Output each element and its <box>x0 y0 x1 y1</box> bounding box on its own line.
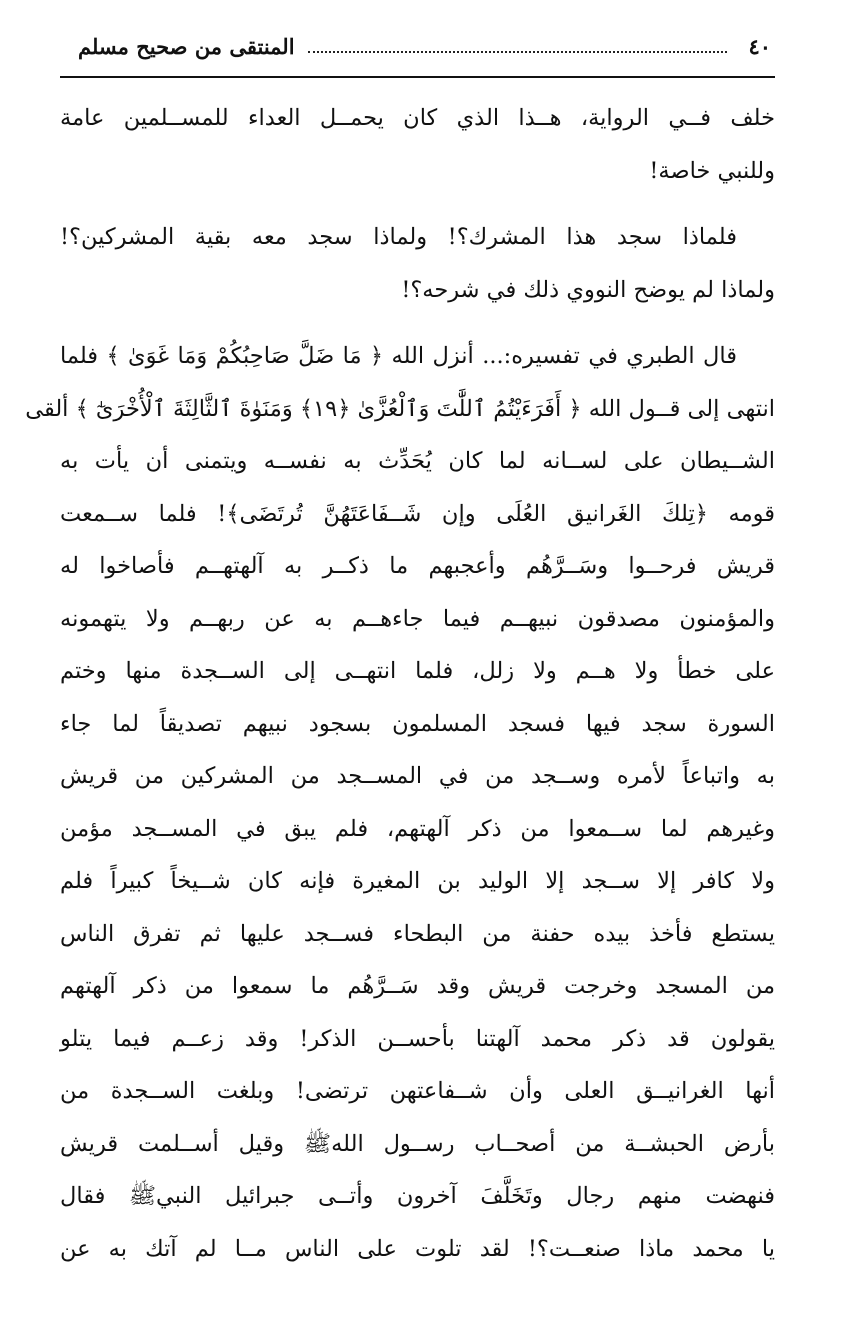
text-line: قريش فرحــوا وسَــرَّهُم وأعجبهم ما ذكــر به آلهتهــم فأصاخوا له <box>60 553 775 579</box>
paragraph <box>60 92 775 197</box>
text-line: يقولون قد ذكر محمد آلهتنا بأحســن الذكر! وقد زعــم فيما يتلو <box>60 1025 775 1052</box>
text-line: ولماذا لم يوضح النووي ذلك في شرحه؟! <box>401 276 775 303</box>
text-line: قومه ﴿تِلكَ الغَرانيق العُلَى وإن شَــفَاعَتَهُنَّ تُرتَضَى﴾! فلما ســمعت <box>60 500 775 527</box>
page-number: ٤٠ <box>748 34 771 59</box>
text-line: فنهضت منهم رجال وتَخَلَّفَ آخرون وأتــى جبرائيل النبيﷺ فقال <box>60 1183 775 1209</box>
header-rule <box>60 76 775 78</box>
book-title: المنتقى من صحيح مسلم <box>78 34 295 59</box>
text-line: على خطأ ولا هــم ولا زلل، فلما انتهــى إلى الســجدة منها وختم <box>60 658 775 684</box>
text-line: الشــيطان على لســانه لما كان يُحَدِّث به نفســه ويتمنى أن يأت به <box>60 448 775 474</box>
text-line: انتهى إلى قــول الله ﴿ أَفَرَءَيْتُمُ ٱللَّٰتَ وَٱلْعُزَّىٰ ﴿١٩﴾ وَمَنَوٰةَ ٱلثَّالِثَةَ ٱلْأُخْرَىٰٓ ﴾ ألقى <box>25 395 775 422</box>
text-line: يا محمد ماذا صنعــت؟! لقد تلوت على الناس مــا لم آتك به عن <box>60 1235 775 1262</box>
header-leader-dots <box>308 51 727 53</box>
text-line: يستطع فأخذ بيده حفنة من البطحاء فســجد عليها ثم تفرق الناس <box>60 920 775 947</box>
text-line: السورة سجد فيها فسجد المسلمون بسجود نبيهم تصديقاً لما جاء <box>60 710 775 737</box>
body-text <box>25 92 775 1289</box>
text-line: والمؤمنون مصدقون نبيهــم فيما جاءهــم به عن ربهــم ولا يتهمونه <box>60 605 775 632</box>
text-line: بأرض الحبشــة من أصحــاب رســول اللهﷺ وقيل أســلمت قريش <box>60 1130 775 1157</box>
text-line: به واتباعاً لأمره وســجد من في المســجد من المشركين من قريش <box>60 763 775 789</box>
paragraph <box>25 330 775 1275</box>
text-line: وغيرهم لما ســمعوا من ذكر آلهتهم، فلم يبق في المســجد مؤمن <box>60 815 775 842</box>
text-line: قال الطبري في تفسيره:... أنزل الله ﴿ مَا ضَلَّ صَاحِبُكُمْ وَمَا غَوَىٰ ﴾ فلما <box>60 343 737 369</box>
text-line: وللنبي خاصة! <box>649 157 775 184</box>
text-line: فلماذا سجد هذا المشرك؟! ولماذا سجد معه بقية المشركين؟! <box>60 224 737 250</box>
running-header <box>78 30 771 70</box>
text-line: ولا كافر إلا ســجد إلا الوليد بن المغيرة فإنه كان شــيخاً كبيراً فلم <box>60 868 775 894</box>
paragraph <box>60 211 775 316</box>
text-line: خلف فــي الرواية، هــذا الذي كان يحمــل العداء للمســلمين عامة <box>60 105 775 131</box>
text-line: أنها الغرانيــق العلى وأن شــفاعتهن ترتضى! وبلغت الســجدة من <box>60 1078 775 1104</box>
text-line: من المسجد وخرجت قريش وقد سَــرَّهُم ما سمعوا من ذكر آلهتهم <box>60 973 775 999</box>
